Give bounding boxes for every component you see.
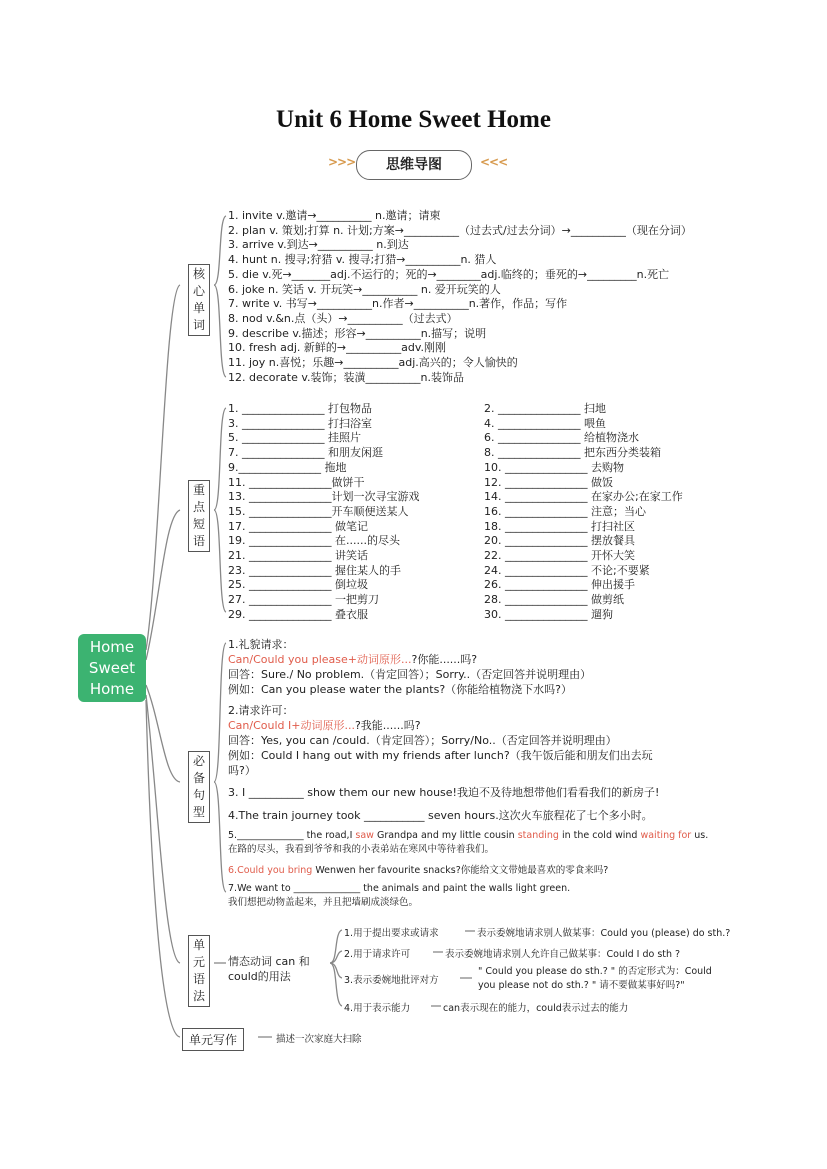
list-item: 16. _______________ 注意；当心 — [484, 504, 646, 518]
grammar-item-2: 2.用于请求许可 — [344, 949, 411, 960]
root-line: Home — [89, 637, 135, 656]
list-item: 4. hunt n. 搜寻;狩猎 v. 搜寻;打猎→__________n. 猎人 — [228, 253, 497, 267]
list-item: 4. _______________ 喂鱼 — [484, 416, 606, 430]
list-item: 19. _______________ 在......的尽头 — [228, 534, 400, 548]
branch-writing: 单元写作 — [182, 1028, 244, 1051]
mindmap-badge: 思维导图 — [356, 150, 472, 180]
list-item: 6. joke n. 笑话 v. 开玩笑→__________ n. 爱开玩笑的人 — [228, 282, 501, 296]
sentence-6: 6.Could you bring Wenwen her favourite snacks?你能给文文带她最喜欢的零食来吗? — [228, 865, 609, 876]
list-item: 8. _______________ 把东西分类装箱 — [484, 446, 661, 460]
list-item: 24. _______________ 不论;不要紧 — [484, 563, 650, 577]
sentence-4: 4.The train journey took ___________ seven hours.这次火车旅程花了七个多小时。 — [228, 809, 653, 822]
list-item: 2. plan v. 策划;打算 n. 计划;方案→__________（过去式/过去分词）→__________（现在分词） — [228, 223, 692, 237]
list-item: 28. _______________ 做剪纸 — [484, 593, 624, 607]
list-item: 5. _______________ 挂照片 — [228, 431, 361, 445]
grammar-item-3: 3.表示委婉地批评对方 — [344, 975, 439, 986]
branch-phrases: 重点短语 — [188, 480, 210, 552]
sentence-example: 吗?） — [228, 764, 256, 777]
pattern-meaning: ?我能......吗? — [354, 719, 421, 732]
page-title: Unit 6 Home Sweet Home — [276, 106, 551, 133]
pattern-highlight: Can/Could you please+动词原形... — [228, 653, 412, 666]
grammar-desc-4: can表示现在的能力，could表示过去的能力 — [443, 1003, 629, 1014]
list-item: 8. nod v.&n.点（头）→__________（过去式） — [228, 311, 458, 325]
chevron-right-icon: >>> — [328, 155, 356, 169]
list-item: 13. _______________计划一次寻宝游戏 — [228, 490, 420, 504]
sentence-answer: 回答：Yes, you can /could.（肯定回答）；Sorry/No..（否定回答并说明理由） — [228, 734, 617, 747]
sentence-example: 例如：Could I hang out with my friends after lunch?（我午饭后能和朋友们出去玩 — [228, 749, 653, 762]
chevron-left-icon: <<< — [480, 155, 508, 169]
branch-grammar: 单元语法 — [188, 935, 210, 1007]
list-item: 11. joy n.喜悦；乐趣→__________adj.高兴的；令人愉快的 — [228, 356, 518, 370]
list-item: 5. die v.死→_______adj.不运行的；死的→________adj.临终的；垂死的→_________n.死亡 — [228, 267, 670, 281]
sentence-translation: 在路的尽头，我看到爷爷和我的小表弟站在寒风中等待着我们。 — [228, 844, 495, 855]
phrases-left-column — [228, 402, 420, 623]
grammar-item-4: 4.用于表示能力 — [344, 1003, 411, 1014]
list-item: 10. fresh adj. 新鲜的→__________adv.刚刚 — [228, 341, 446, 355]
list-item: 7. _______________ 和朋友闲逛 — [228, 446, 383, 460]
pattern-highlight: Can/Could I+动词原形... — [228, 719, 355, 732]
list-item: 1. invite v.邀请→__________ n.邀请；请柬 — [228, 209, 441, 222]
list-item: 20. _______________ 摆放餐具 — [484, 534, 635, 548]
writing-task: 描述一次家庭大扫除 — [276, 1034, 362, 1045]
sentence-1 — [228, 637, 591, 697]
branch-sentences: 必备句型 — [188, 751, 210, 823]
list-item: 15. _______________开车顺便送某人 — [228, 504, 409, 518]
list-item: 14. _______________ 在家办公;在家工作 — [484, 490, 683, 504]
list-item: 21. _______________ 讲笑话 — [228, 549, 368, 563]
grammar-desc-3: " Could you please do sth.? " 的否定形式为：Could you please not do sth.? " 请不要做某事好吗?" — [478, 966, 712, 991]
list-item: 17. _______________ 做笔记 — [228, 519, 368, 533]
list-item: 26. _______________ 伸出援手 — [484, 578, 635, 592]
list-item: 12. _______________ 做饭 — [484, 475, 613, 489]
list-item: 25. _______________ 倒垃圾 — [228, 578, 368, 592]
sentence-pattern — [228, 652, 591, 667]
list-item: 3. _______________ 打扫浴室 — [228, 416, 372, 430]
phrases-right-column — [484, 402, 683, 623]
root-node — [78, 634, 146, 702]
list-item: 30. _______________ 遛狗 — [484, 607, 613, 621]
list-item: 18. _______________ 打扫社区 — [484, 519, 635, 533]
list-item: 29. _______________ 叠衣服 — [228, 607, 368, 621]
sentence-pattern — [228, 718, 653, 733]
list-item: 9._______________ 拖地 — [228, 460, 347, 474]
pattern-meaning: ?你能......吗? — [411, 653, 478, 666]
root-line: Sweet — [88, 658, 136, 677]
vocab-list — [228, 209, 692, 385]
sentence-3: 3. I __________ show them our new house!我迫不及待地想带他们看看我们的新房子! — [228, 786, 660, 799]
sentence-7 — [228, 882, 570, 910]
sentence-translation: 我们想把动物盖起来，并且把墙刷成淡绿色。 — [228, 897, 419, 908]
grammar-desc-2: 表示委婉地请求别人允许自己做某事：Could I do sth ? — [445, 949, 681, 960]
list-item: 9. describe v.描述；形容→__________n.描写；说明 — [228, 326, 487, 340]
list-item: 2. _______________ 扫地 — [484, 402, 606, 415]
list-item: 6. _______________ 给植物浇水 — [484, 431, 639, 445]
list-item: 7. write v. 书写→__________n.作者→__________n.著作，作品；写作 — [228, 297, 568, 311]
list-item: 10. _______________ 去购物 — [484, 460, 624, 474]
grammar-desc-1: 表示委婉地请求别人做某事：Could you (please) do sth.? — [477, 928, 731, 939]
sentence-heading: 1.礼貌请求： — [228, 638, 294, 651]
sentence-text: 7.We want to ______________ the animals and paint the walls light green. — [228, 883, 571, 894]
grammar-topic: 情态动词 can 和 could的用法 — [228, 955, 310, 983]
list-item: 27. _______________ 一把剪刀 — [228, 593, 379, 607]
branch-vocab: 核心单词 — [188, 264, 210, 336]
list-item: 22. _______________ 开怀大笑 — [484, 549, 635, 563]
list-item: 3. arrive v.到达→__________ n.到达 — [228, 238, 409, 252]
sentence-answer: 回答：Sure./ No problem.（肯定回答）；Sorry..（否定回答并说明理由） — [228, 668, 592, 681]
sentence-example: 例如：Can you please water the plants?（你能给植物浇下水吗?） — [228, 683, 572, 696]
sentence-heading: 2.请求许可： — [228, 704, 294, 717]
root-line: Home — [89, 679, 135, 698]
sentence-5 — [228, 829, 708, 857]
list-item: 23. _______________ 握住某人的手 — [228, 563, 401, 577]
list-item: 1. _______________ 打包物品 — [228, 402, 372, 415]
sentence-2 — [228, 703, 653, 778]
list-item: 11. _______________做饼干 — [228, 475, 365, 489]
list-item: 12. decorate v.装饰；装潢__________n.装饰品 — [228, 370, 464, 384]
grammar-item-1: 1.用于提出要求或请求 — [344, 928, 439, 939]
sentence-text: 5.______________ the road,I saw Grandpa and my little cousin standing in the cold wind waiting for us. — [228, 830, 709, 841]
